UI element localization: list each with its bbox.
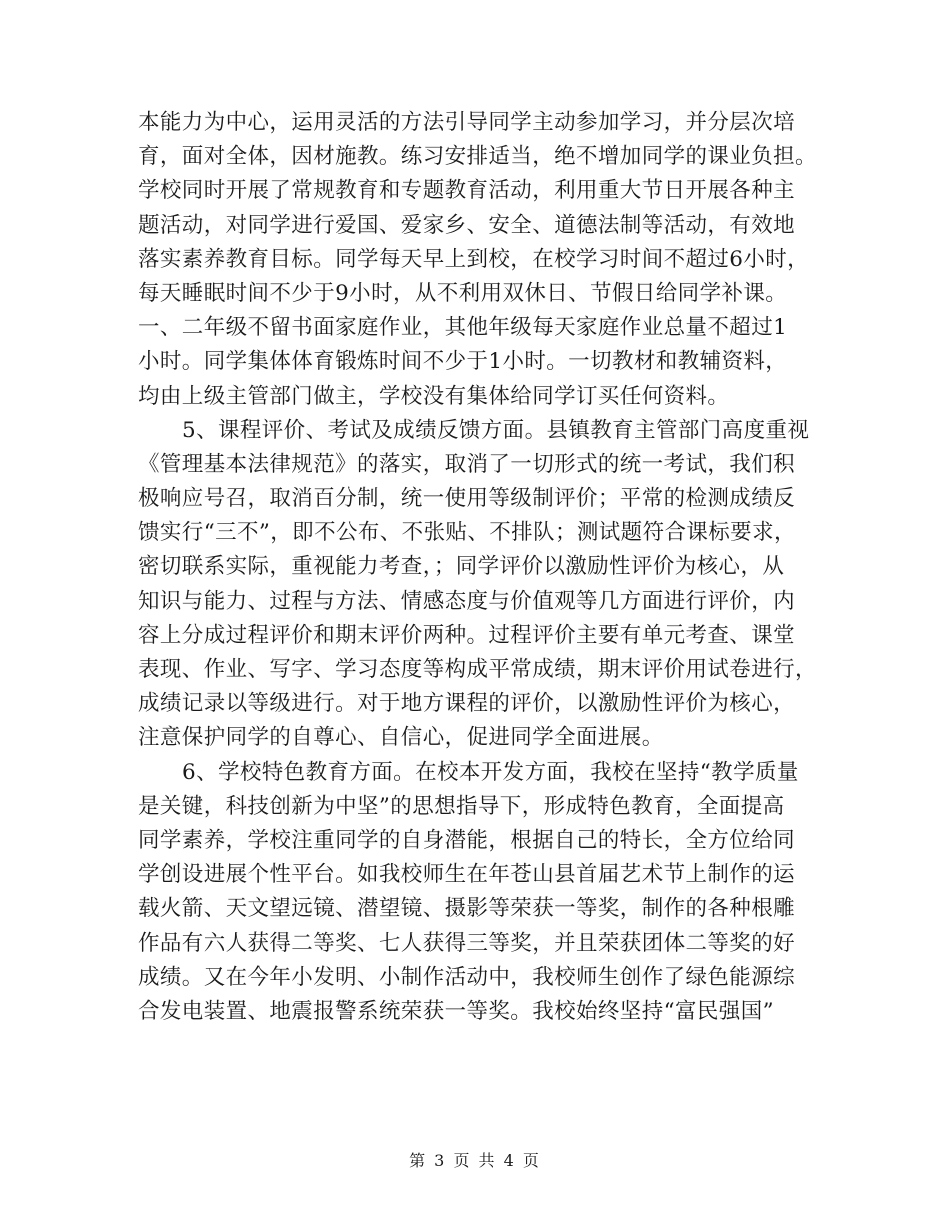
text-line: 成绩记录以等级进行。对于地方课程的评价，以激励性评价为核心， [138, 691, 796, 717]
text-line: 载火箭、天文望远镜、潜望镜、摄影等荣获一等奖，制作的各种根雕 [138, 896, 796, 922]
text-line: 表现、作业、写字、学习态度等构成平常成绩，期末评价用试卷进行， [138, 657, 817, 682]
text-line: 是关键，科技创新为中坚”的思想指导下，形成特色教育，全面提高 [138, 793, 785, 819]
text-line: 密切联系实际，重视能力考查，；同学评价以激励性评价为核心，从 [138, 554, 785, 580]
text-line: 落实素养教育目标。同学每天早上到校，在校学习时间不超过6小时， [138, 246, 810, 272]
text-line: 《管理基本法律规范》的落实，取消了一切形式的统一考试，我们积 [138, 451, 796, 477]
text-line: 合发电装置、地震报警系统荣获一等奖。我校始终坚持“富民强国” [138, 998, 774, 1024]
document-body [138, 106, 818, 1029]
text-line: 小时。同学集体体育锻炼时间不少于1小时。一切教材和教辅资料， [138, 349, 788, 375]
text-line: 馈实行“三不”，即不公布、不张贴、不排队；测试题符合课标要求， [138, 520, 796, 546]
text-line: 题活动，对同学进行爱国、爱家乡、安全、道德法制等活动，有效地 [138, 212, 796, 238]
text-line: 本能力为中心，运用灵活的方法引导同学主动参加学习，并分层次培 [138, 110, 796, 135]
text-line: 作品有六人获得二等奖、七人获得三等奖，并且荣获团体二等奖的好 [138, 930, 796, 956]
text-line: 育，面对全体，因材施教。练习安排适当，绝不增加同学的课业负担。 [138, 144, 817, 170]
text-line: 成绩。又在今年小发明、小制作活动中，我校师生创作了绿色能源综 [138, 964, 796, 990]
text-line: 同学素养，学校注重同学的自身潜能，根据自己的特长，全方位给同 [138, 827, 796, 853]
text-line: 均由上级主管部门做主，学校没有集体给同学订买任何资料。 [138, 383, 730, 409]
paragraph-start-line: 6、学校特色教育方面。在校本开发方面，我校在坚持“教学质量 [182, 759, 799, 785]
paragraph-start-line: 5、课程评价、考试及成绩反馈方面。县镇教育主管部门高度重视 [182, 417, 810, 443]
text-line: 容上分成过程评价和期末评价两种。过程评价主要有单元考查、课堂 [138, 622, 796, 648]
text-line: 学创设进展个性平台。如我校师生在年苍山县首届艺术节上制作的运 [138, 862, 796, 888]
text-line: 知识与能力、过程与方法、情感态度与价值观等几方面进行评价，内 [138, 588, 796, 614]
text-line: 每天睡眠时间不少于9小时，从不利用双休日、节假日给同学补课。 [138, 280, 788, 306]
text-line: 一、二年级不留书面家庭作业，其他年级每天家庭作业总量不超过1 [138, 315, 788, 341]
text-line: 注意保护同学的自尊心、自信心，促进同学全面进展。 [138, 725, 664, 751]
text-line: 极响应号召，取消百分制，统一使用等级制评价；平常的检测成绩反 [138, 486, 796, 512]
text-line: 学校同时开展了常规教育和专题教育活动，利用重大节日开展各种主 [138, 178, 796, 204]
page-number-footer: 第 3 页 共 4 页 [409, 1151, 541, 1170]
